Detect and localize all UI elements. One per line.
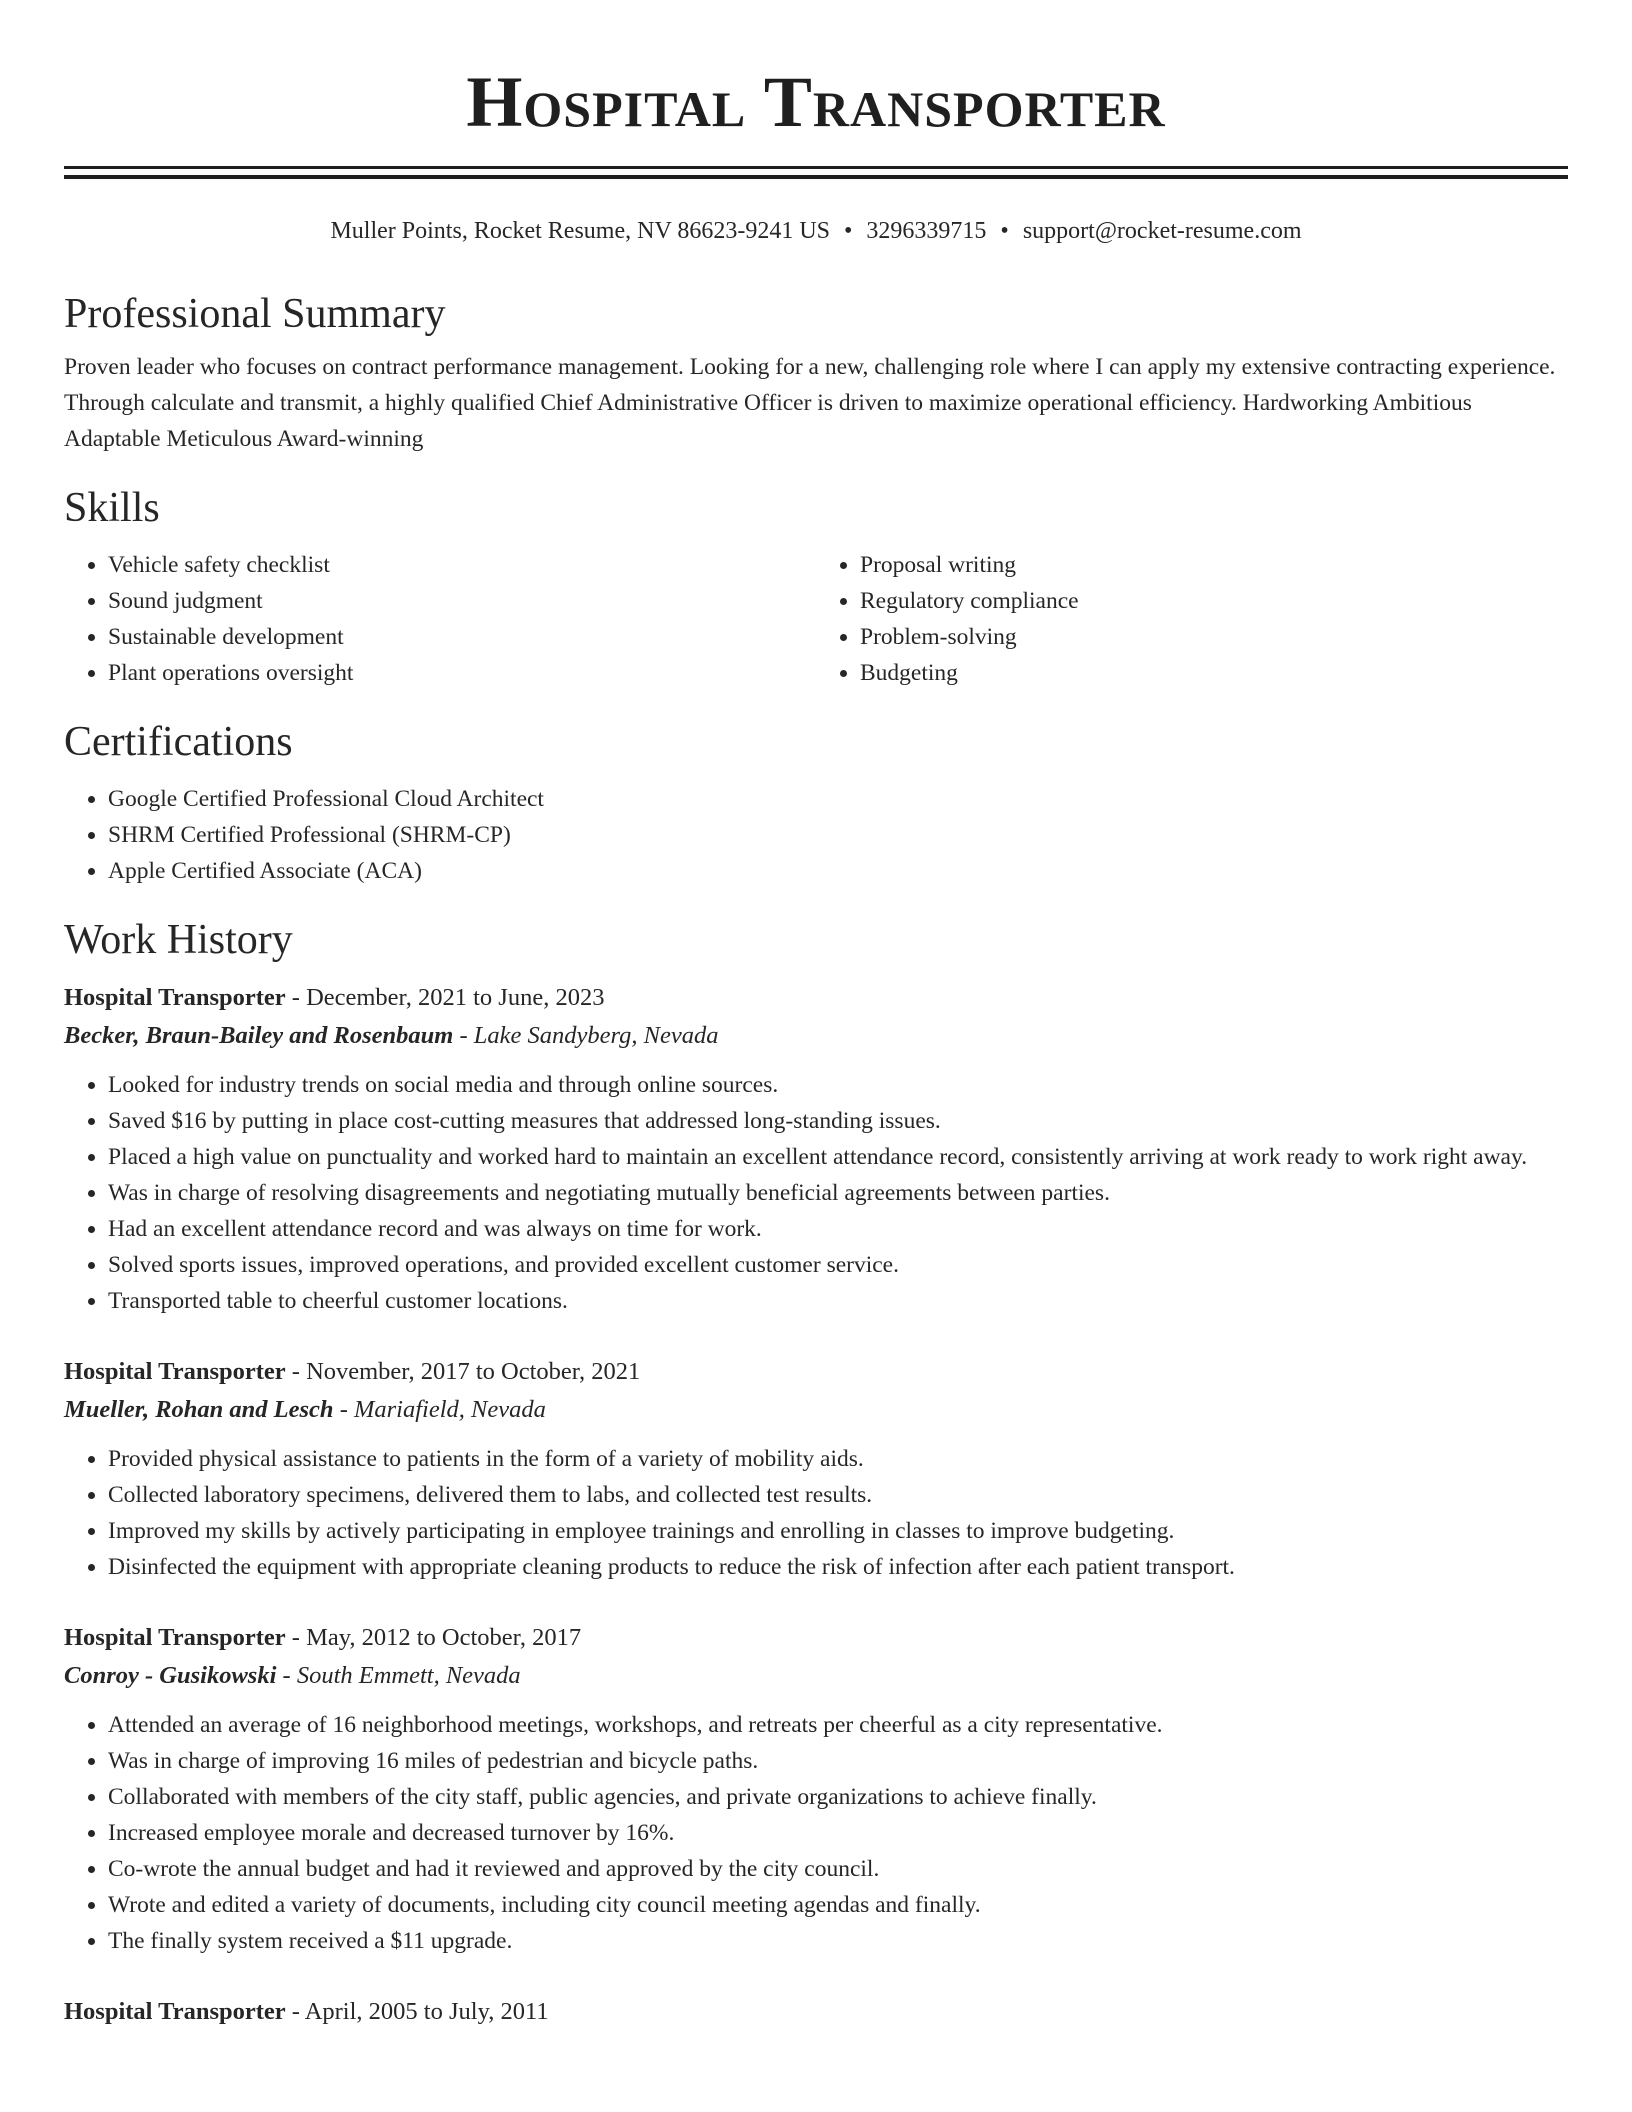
job-title-line: Hospital Transporter - April, 2005 to July, 2011 xyxy=(64,1998,549,2025)
certification-item: • Google Certified Professional Cloud Architect xyxy=(108,781,1568,817)
summary-section xyxy=(64,287,1568,457)
job-dates: November, 2017 to October, 2021 xyxy=(306,1358,641,1385)
skills-grid xyxy=(64,547,1568,691)
resume-name: Hospital Transporter xyxy=(466,62,1166,142)
job-company-line: Becker, Braun-Bailey and Rosenbaum - Lake Sandyberg, Nevada xyxy=(64,1022,719,1049)
skills-list-left xyxy=(64,547,816,691)
certification-item: • SHRM Certified Professional (SHRM-CP) xyxy=(108,817,1568,853)
contact-separator: • xyxy=(1000,218,1009,244)
job-entry xyxy=(64,1619,1568,1959)
job-bullet: • Wrote and edited a variety of documents, including city council meeting agendas and finally. xyxy=(108,1887,1568,1923)
job-entry xyxy=(64,1993,1568,2031)
certifications-heading: Certifications xyxy=(64,719,293,765)
job-bullet: • Collected laboratory specimens, delivered them to labs, and collected test results. xyxy=(108,1477,1568,1513)
contact-separator: • xyxy=(844,218,853,244)
job-bullet: • Co-wrote the annual budget and had it reviewed and approved by the city council. xyxy=(108,1851,1568,1887)
job-bullet: • Disinfected the equipment with appropriate cleaning products to reduce the risk of infection after each patient transport. xyxy=(108,1549,1568,1585)
skill-item: • Sound judgment xyxy=(108,583,816,619)
job-location: Lake Sandyberg, Nevada xyxy=(473,1022,719,1049)
header-rule-bottom xyxy=(64,175,1568,179)
job-company: Becker, Braun-Bailey and Rosenbaum xyxy=(64,1022,454,1049)
skills-section xyxy=(64,481,1568,691)
job-entry xyxy=(64,979,1568,1319)
job-bullets xyxy=(64,1707,1568,1959)
job-bullet: • Had an excellent attendance record and was always on time for work. xyxy=(108,1211,1568,1247)
job-title: Hospital Transporter xyxy=(64,1998,286,2025)
contact-address: Muller Points, Rocket Resume, NV 86623-9241 US xyxy=(330,218,831,244)
job-bullet: • Provided physical assistance to patients in the form of a variety of mobility aids. xyxy=(108,1441,1568,1477)
job-bullet: • Transported table to cheerful customer locations. xyxy=(108,1283,1568,1319)
summary-heading: Professional Summary xyxy=(64,291,446,337)
job-title: Hospital Transporter xyxy=(64,1358,286,1385)
skill-item: • Sustainable development xyxy=(108,619,816,655)
job-bullet: • Attended an average of 16 neighborhood meetings, workshops, and retreats per cheerful as a city representative. xyxy=(108,1707,1568,1743)
job-bullet: • Was in charge of resolving disagreements and negotiating mutually beneficial agreements between parties. xyxy=(108,1175,1568,1211)
job-title-line: Hospital Transporter - December, 2021 to June, 2023 xyxy=(64,984,605,1011)
job-dates: April, 2005 to July, 2011 xyxy=(304,1998,549,2025)
certifications-section xyxy=(64,715,1568,889)
job-bullet: • Was in charge of improving 16 miles of pedestrian and bicycle paths. xyxy=(108,1743,1568,1779)
job-bullet: • Saved $16 by putting in place cost-cutting measures that addressed long-standing issues. xyxy=(108,1103,1568,1139)
summary-text: Proven leader who focuses on contract performance management. Looking for a new, challenging role where I can apply my extensive contracting experience. Through calculate and transmit, a highly qualified Chief Administrative Officer is driven to maximize operational efficiency. Hardworking Ambitious Adaptable Meticulous Award-winning xyxy=(64,354,1556,452)
job-bullet: • Improved my skills by actively participating in employee trainings and enrolling in classes to improve budgeting. xyxy=(108,1513,1568,1549)
job-title: Hospital Transporter xyxy=(64,984,286,1011)
skills-heading: Skills xyxy=(64,485,160,531)
certification-item: • Apple Certified Associate (ACA) xyxy=(108,853,1568,889)
job-company: Conroy - Gusikowski xyxy=(64,1662,277,1689)
skill-item: • Proposal writing xyxy=(860,547,1568,583)
job-bullet: • Collaborated with members of the city staff, public agencies, and private organizations to achieve finally. xyxy=(108,1779,1568,1815)
job-bullet: • Increased employee morale and decreased turnover by 16%. xyxy=(108,1815,1568,1851)
job-bullets xyxy=(64,1067,1568,1319)
contact-email: support@rocket-resume.com xyxy=(1022,218,1302,244)
header-rule-top xyxy=(64,166,1568,169)
work-history-section xyxy=(64,913,1568,2031)
contact-phone: 3296339715 xyxy=(866,218,987,244)
skill-item: • Vehicle safety checklist xyxy=(108,547,816,583)
job-dates: May, 2012 to October, 2017 xyxy=(306,1624,582,1651)
skills-list-right xyxy=(816,547,1568,691)
job-location: Mariafield, Nevada xyxy=(353,1396,546,1423)
job-bullet: • Placed a high value on punctuality and worked hard to maintain an excellent attendance record, consistently arriving at work ready to work right away. xyxy=(108,1139,1568,1175)
job-title: Hospital Transporter xyxy=(64,1624,286,1651)
skill-item: • Budgeting xyxy=(860,655,1568,691)
job-company-line: Mueller, Rohan and Lesch - Mariafield, Nevada xyxy=(64,1396,546,1423)
contact-line xyxy=(64,215,1568,247)
job-company: Mueller, Rohan and Lesch xyxy=(64,1396,334,1423)
job-entry xyxy=(64,1353,1568,1585)
job-bullet: • Solved sports issues, improved operations, and provided excellent customer service. xyxy=(108,1247,1568,1283)
job-company-line: Conroy - Gusikowski - South Emmett, Nevada xyxy=(64,1662,521,1689)
skill-item: • Plant operations oversight xyxy=(108,655,816,691)
certifications-list xyxy=(64,781,1568,889)
skill-item: • Regulatory compliance xyxy=(860,583,1568,619)
job-title-line: Hospital Transporter - May, 2012 to October, 2017 xyxy=(64,1624,582,1651)
job-location: South Emmett, Nevada xyxy=(296,1662,521,1689)
job-title-line: Hospital Transporter - November, 2017 to October, 2021 xyxy=(64,1358,641,1385)
skill-item: • Problem-solving xyxy=(860,619,1568,655)
work-history-heading: Work History xyxy=(64,917,293,963)
job-bullet: • The finally system received a $11 upgrade. xyxy=(108,1923,1568,1959)
job-bullet: • Looked for industry trends on social media and through online sources. xyxy=(108,1067,1568,1103)
job-bullets xyxy=(64,1441,1568,1585)
job-dates: December, 2021 to June, 2023 xyxy=(306,984,605,1011)
